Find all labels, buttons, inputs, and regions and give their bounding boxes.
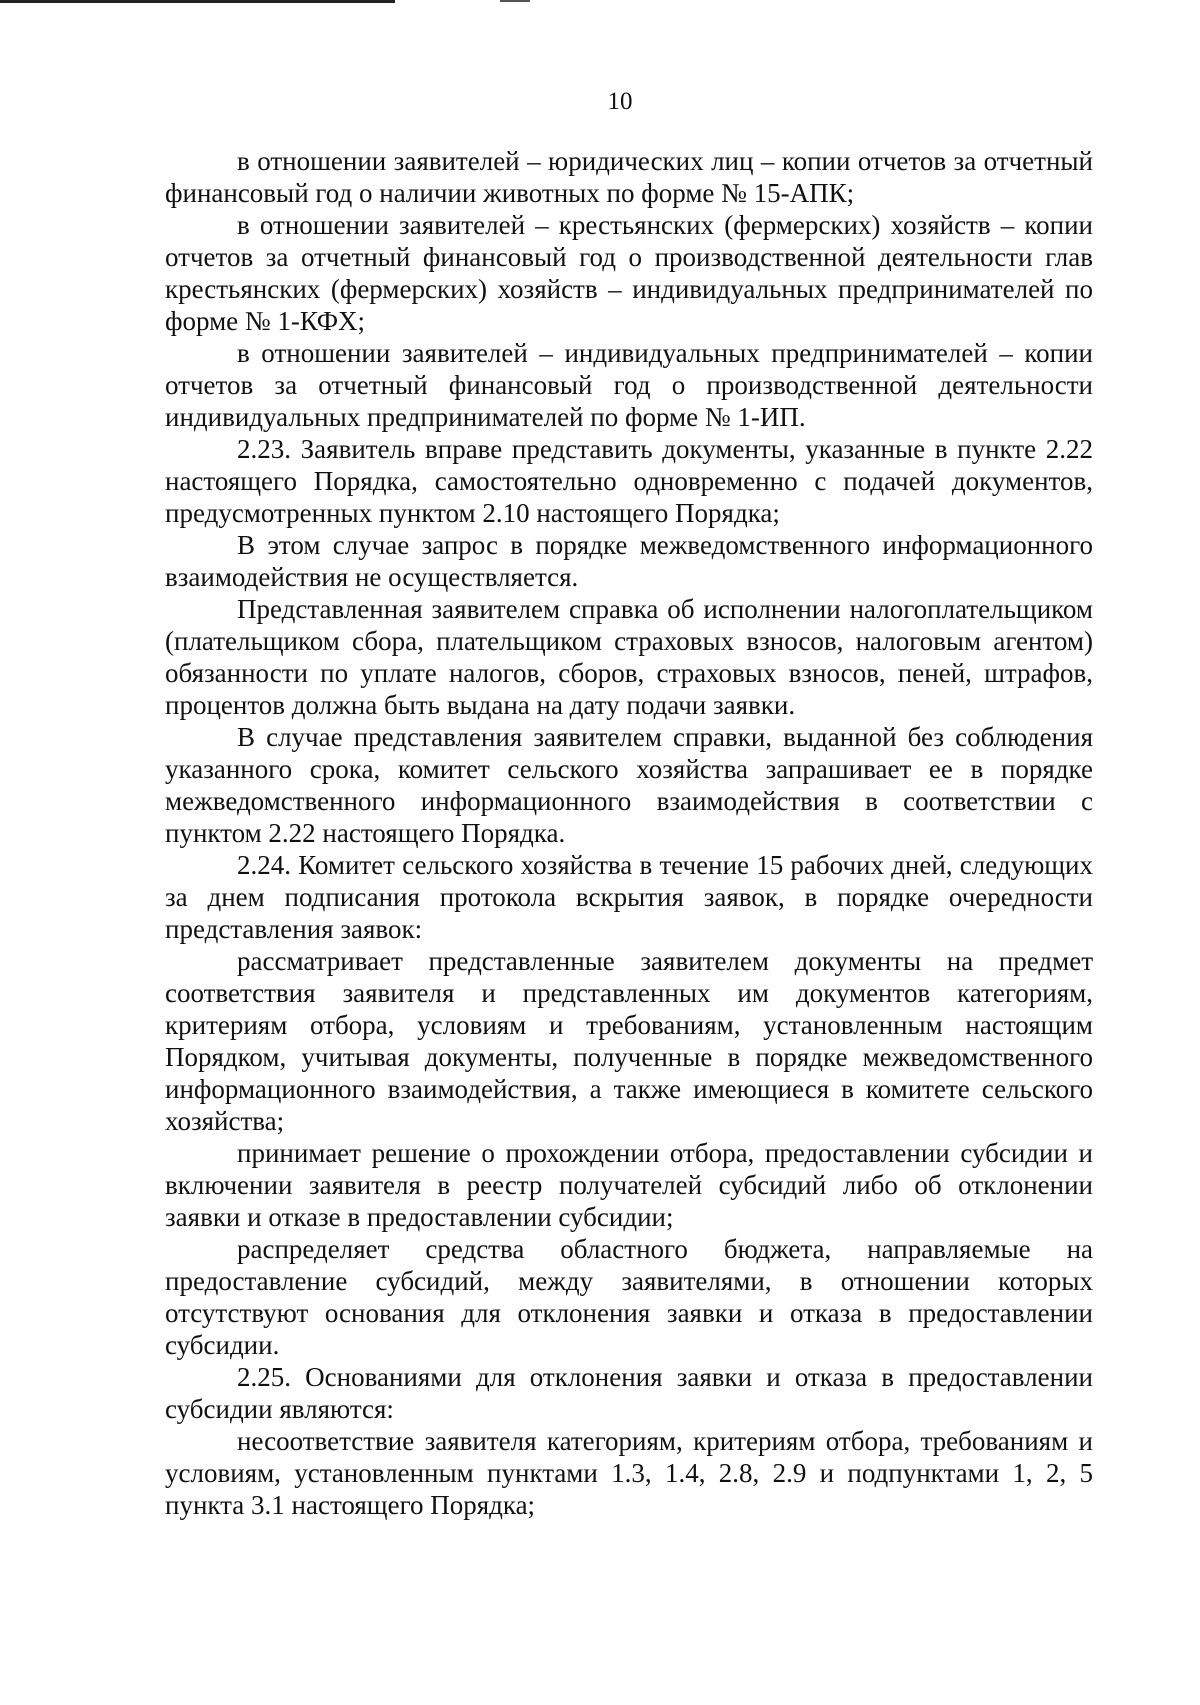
scan-edge-mark: [500, 0, 530, 2]
paragraph: в отношении заявителей – юридических лиц – копии отчетов за отчетный финансовый год о наличии животных по форме № 15-АПК;: [165, 146, 1093, 208]
paragraph: несоответствие заявителя категориям, критериям отбора, требованиям и условиям, установленным пунктами 1.3, 1.4, 2.8, 2.9 и подпунктами 1, 2, 5 пункта 3.1 настоящего Порядка;: [165, 1426, 1093, 1520]
paragraph: В этом случае запрос в порядке межведомственного информационного взаимодействия не осуществляется.: [165, 530, 1093, 592]
paragraph: 2.24. Комитет сельского хозяйства в течение 15 рабочих дней, следующих за днем подписания протокола вскрытия заявок, в порядке очередности представления заявок:: [165, 850, 1093, 944]
paragraph: 2.25. Основаниями для отклонения заявки и отказа в предоставлении субсидии являются:: [165, 1362, 1093, 1424]
paragraph: принимает решение о прохождении отбора, предоставлении субсидии и включении заявителя в реестр получателей субсидий либо об отклонении заявки и отказе в предоставлении субсидии;: [165, 1138, 1093, 1232]
paragraph: в отношении заявителей – индивидуальных предпринимателей – копии отчетов за отчетный финансовый год о производственной деятельности индивидуальных предпринимателей по форме № 1-ИП.: [165, 338, 1093, 432]
paragraph: 2.23. Заявитель вправе представить документы, указанные в пункте 2.22 настоящего Порядка, самостоятельно одновременно с подачей документов, предусмотренных пунктом 2.10 настоящего Порядка;: [165, 434, 1093, 528]
document-body: [165, 145, 1093, 1521]
paragraph: рассматривает представленные заявителем документы на предмет соответствия заявителя и представленных им документов категориям, критериям отбора, условиям и требованиям, установленным настоящим Порядком, учитывая документы, полученные в порядке межведомственного информационного взаимодействия, а также имеющиеся в комитете сельского хозяйства;: [165, 946, 1093, 1136]
page-number: 10: [607, 88, 633, 115]
paragraph: В случае представления заявителем справки, выданной без соблюдения указанного срока, комитет сельского хозяйства запрашивает ее в порядке межведомственного информационного взаимодействия в соответствии с пунктом 2.22 настоящего Порядка.: [165, 722, 1093, 848]
paragraph: Представленная заявителем справка об исполнении налогоплательщиком (плательщиком сбора, плательщиком страховых взносов, налоговым агентом) обязанности по уплате налогов, сборов, страховых взносов, пеней, штрафов, процентов должна быть выдана на дату подачи заявки.: [165, 594, 1093, 720]
paragraph: в отношении заявителей – крестьянских (фермерских) хозяйств – копии отчетов за отчетный финансовый год о производственной деятельности глав крестьянских (фермерских) хозяйств – индивидуальных предпринимателей по форме № 1-КФХ;: [165, 210, 1093, 336]
scan-edge-mark: [0, 0, 395, 3]
paragraph: распределяет средства областного бюджета, направляемые на предоставление субсидий, между заявителями, в отношении которых отсутствуют основания для отклонения заявки и отказа в предоставлении субсидии.: [165, 1234, 1093, 1360]
